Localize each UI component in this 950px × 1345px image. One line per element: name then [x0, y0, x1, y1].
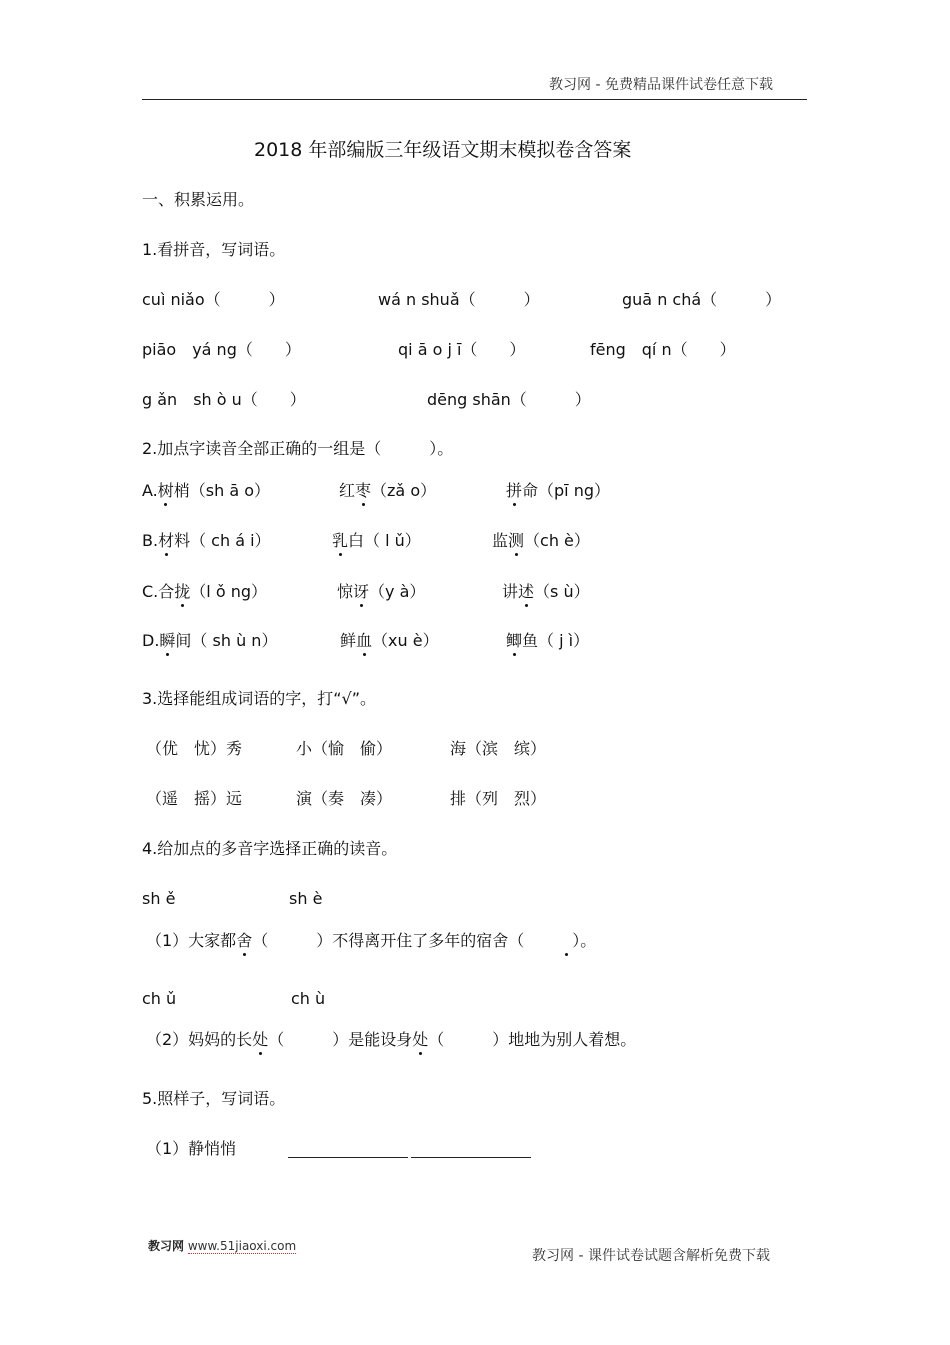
question-5-label: 5.照样子，写词语。: [142, 1089, 286, 1108]
option-a-item: 红枣（zǎ o）: [339, 481, 437, 500]
question-1-label: 1.看拼音，写词语。: [142, 240, 286, 259]
word-choice-item: 海（滨 缤）: [450, 739, 547, 758]
example-item: （1）静悄悄: [146, 1139, 237, 1158]
word-choice-item: 小（愉 偷）: [296, 739, 393, 758]
pinyin-item: wá n shuǎ（ ）: [378, 290, 540, 309]
question-2-label: 2.加点字读音全部正确的一组是（ ）。: [142, 439, 454, 458]
option-b-item: B.材料（ ch á i）: [142, 531, 271, 550]
option-d-item: 鲫鱼（ j ì）: [506, 631, 590, 650]
option-b-item: 乳白（ l ǔ）: [332, 531, 421, 550]
section-heading: 一、积累运用。: [142, 190, 255, 209]
option-c-item: 讲述（s ù）: [502, 582, 590, 601]
header-rule: [142, 99, 807, 100]
option-c-item: C.合拢（l ǒ ng）: [142, 582, 267, 601]
emphasis-dot: [565, 953, 568, 956]
pinyin-item: qi ā o j ī（ ）: [398, 340, 526, 359]
pinyin-option: ch ǔ: [142, 989, 177, 1008]
header-site-text: 教习网 - 免费精品课件试卷任意下载: [549, 77, 773, 93]
pinyin-item: cuì niǎo（ ）: [142, 290, 285, 309]
pinyin-item: g ǎn sh ò u（ ）: [142, 390, 306, 409]
option-d-item: D.瞬间（ sh ù n）: [142, 631, 278, 650]
pinyin-item: dēng shān（ ）: [427, 390, 591, 409]
word-choice-item: 排（列 烈）: [450, 789, 547, 808]
word-choice-item: （遥 摇）远: [146, 789, 243, 808]
pinyin-option: sh è: [289, 889, 323, 908]
word-choice-item: （优 忧）秀: [146, 739, 243, 758]
question-4-label: 4.给加点的多音字选择正确的读音。: [142, 839, 398, 858]
word-choice-item: 演（奏 凑）: [296, 789, 393, 808]
footer-logo: 教习网 www.51jiaoxi.com: [148, 1239, 297, 1253]
option-c-item: 惊讶（y à）: [337, 582, 426, 601]
page-title: 2018 年部编版三年级语文期末模拟卷含答案: [254, 139, 632, 161]
answer-blank[interactable]: [411, 1157, 531, 1158]
pinyin-item: fēng qí n（ ）: [590, 340, 736, 359]
sentence-1: （1）大家都舍（ ）不得离开住了多年的宿舍（ ）。: [146, 931, 597, 950]
option-a-item: 拼命（pī ng）: [506, 481, 611, 500]
pinyin-option: sh ě: [142, 889, 176, 908]
option-b-item: 监测（ch è）: [492, 531, 590, 550]
pinyin-option: ch ù: [291, 989, 326, 1008]
option-d-item: 鲜血（xu è）: [340, 631, 439, 650]
footer-text: 教习网 - 课件试卷试题含解析免费下载: [532, 1248, 770, 1264]
sentence-2: （2）妈妈的长处（ ）是能设身处（ ）地地为别人着想。: [146, 1030, 637, 1049]
pinyin-item: guā n chá（ ）: [622, 290, 782, 309]
option-a-item: A.树梢（sh ā o）: [142, 481, 271, 500]
answer-blank[interactable]: [288, 1157, 408, 1158]
pinyin-item: piāo yá ng（ ）: [142, 340, 301, 359]
question-3-label: 3.选择能组成词语的字，打“√”。: [142, 689, 377, 708]
